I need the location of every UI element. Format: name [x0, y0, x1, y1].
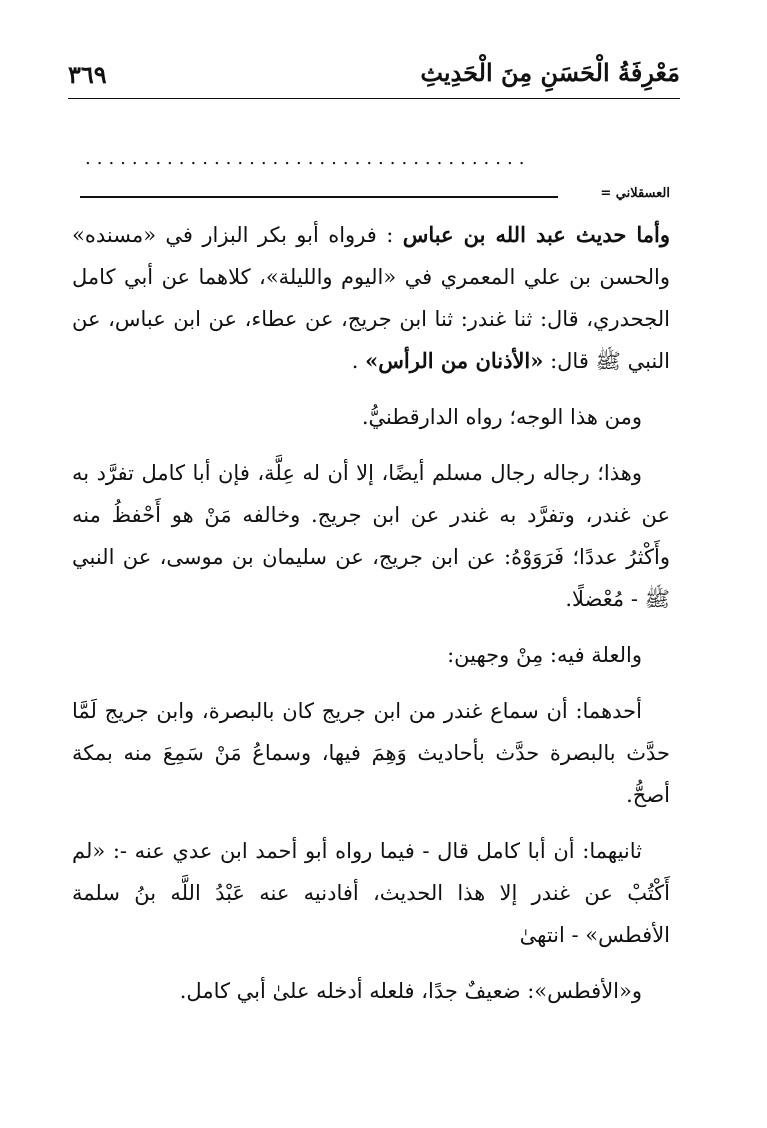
hadith-quote: «الأذنان من الرأس»: [365, 348, 544, 373]
section-rule: [80, 196, 558, 198]
section-label: العسقلاني =: [600, 186, 670, 201]
paragraph-ibn-abbas: [72, 214, 670, 382]
running-title: مَعْرِفَةُ الْحَسَنِ مِنَ الْحَدِيثِ: [420, 58, 680, 87]
paragraph-lead: وأما حديث عبد الله بن عباس: [402, 222, 670, 247]
paragraph-first-aspect: أحدهما: أن سماع غندر من ابن جريج كان بالبصرة، وابن جريج لَمَّا حدَّث بالبصرة حدَّث بأحاديث وَهِمَ فيها، وسماعُ مَنْ سَمِعَ منه بمكة أصحُّ.: [72, 699, 670, 807]
dotted-separator: ......................................: [85, 148, 531, 168]
header-rule: [68, 98, 680, 99]
paragraph-end: .: [351, 349, 359, 373]
paragraph-text: : فرواه أبو بكر البزار في «مسنده» والحسن بن علي المعمري في «اليوم والليلة»، كلاهما عن أبي كامل الجحدري، قال: ثنا غندر: ثنا ابن جريج، عن عطاء، عن ابن عباس، عن النبي ﷺ قال:: [72, 223, 670, 373]
paragraph-aftas: و«الأفطس»: ضعيفٌ جدًا، فلعله أدخله علىٰ أبي كامل.: [179, 979, 642, 1003]
body-text: [72, 214, 670, 1026]
paragraph-second-aspect: ثانيهما: أن أبا كامل قال - فيما رواه أبو أحمد ابن عدي عنه -: «لم أَكْتُبْ عن غندر إلا هذا الحديث، أفادنيه عنه عَبْدُ اللَّه بنُ سلمة الأفطس» - انتهىٰ: [72, 839, 670, 947]
section-divider: [80, 186, 670, 208]
paragraph-two-aspects: والعلة فيه: مِنْ وجهين:: [447, 643, 642, 667]
paragraph-illa: وهذا؛ رجاله رجال مسلم أيضًا، إلا أن له عِلَّة، فإن أبا كامل تفرَّد به عن غندر، وتفرَّد به غندر عن ابن جريج. وخالفه مَنْ هو أَحْفظُ منه وأَكْثرُ عددًا؛ فَرَوَوْهُ: عن ابن جريج، عن سليمان بن موسى، عن النبي ﷺ - مُعْضلًا.: [72, 461, 670, 611]
page-number: ٣٦٩: [68, 60, 107, 89]
paragraph-daraqutni: ومن هذا الوجه؛ رواه الدارقطنيُّ.: [361, 405, 642, 429]
page-header: [68, 58, 680, 98]
